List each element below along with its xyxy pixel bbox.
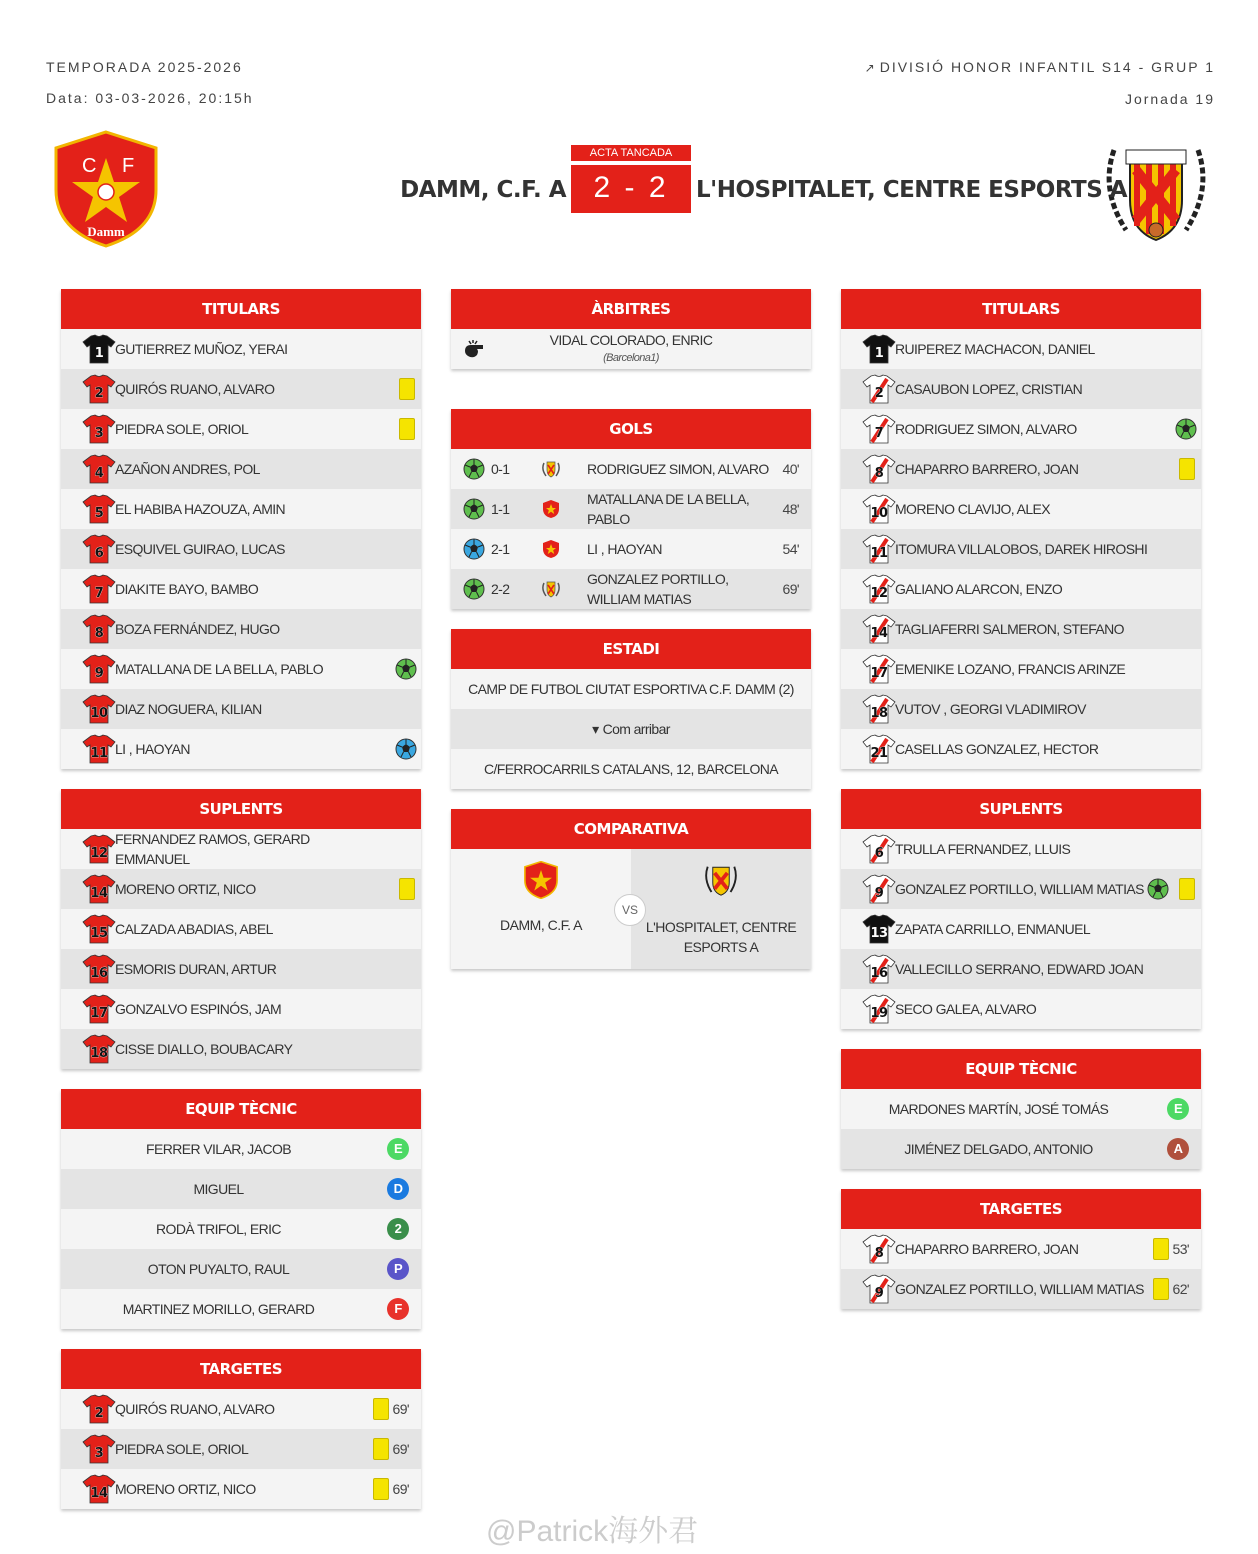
player-name: VUTOV , GEORGI VLADIMIROV (895, 701, 1086, 717)
svg-text:10: 10 (90, 706, 108, 721)
jersey-icon (858, 834, 900, 864)
player-name: ITOMURA VILLALOBOS, DAREK HIROSHI (895, 541, 1148, 557)
player-name: AZAÑON ANDRES, POL (115, 461, 260, 477)
player-row[interactable] (841, 329, 1201, 369)
referee-region: (Barcelona1) (603, 352, 659, 364)
goal-ball-icon (1147, 878, 1169, 900)
svg-text:7: 7 (874, 426, 884, 441)
jersey-icon (78, 694, 120, 724)
compare-away-name: L'HOSPITALET, CENTRE ESPORTS A (645, 919, 797, 955)
svg-text:2: 2 (94, 386, 104, 401)
away-crest-icon (541, 459, 561, 479)
goal-row[interactable] (451, 449, 811, 489)
jersey-icon (858, 694, 900, 724)
player-row[interactable] (61, 329, 421, 369)
whistle-icon (463, 339, 485, 359)
player-row[interactable] (61, 489, 421, 529)
away-staff-title: EQUIP TÈCNIC (841, 1049, 1201, 1089)
svg-text:17: 17 (870, 666, 888, 681)
away-subs-card (841, 789, 1201, 1029)
staff-name: MARDONES MARTÍN, JOSÉ TOMÁS (888, 1101, 1109, 1117)
match-info-right (865, 52, 1215, 115)
player-row[interactable] (841, 729, 1201, 769)
svg-text:2: 2 (874, 386, 884, 401)
goal-scorer: LI , HAOYAN (587, 541, 662, 557)
svg-text:8: 8 (874, 466, 884, 481)
svg-text:3: 3 (94, 426, 104, 441)
staff-row[interactable] (841, 1089, 1201, 1129)
home-crest-icon (541, 539, 561, 559)
player-row[interactable] (61, 1029, 421, 1069)
player-row[interactable] (841, 869, 1201, 909)
player-row[interactable] (841, 829, 1201, 869)
card-row[interactable] (841, 1269, 1201, 1309)
svg-text:7: 7 (94, 586, 104, 601)
player-name: PIEDRA SOLE, ORIOL (115, 421, 249, 437)
staff-name: FERRER VILAR, JACOB (146, 1141, 291, 1157)
player-row[interactable] (61, 609, 421, 649)
away-subs-title: SUPLENTS (841, 789, 1201, 829)
svg-text:15: 15 (90, 926, 108, 941)
player-name: CHAPARRO BARRERO, JOAN (895, 1241, 1079, 1257)
away-cards-title: TARGETES (841, 1189, 1201, 1229)
player-name: GONZALEZ PORTILLO, WILLIAM MATIAS (895, 881, 1144, 897)
competition-link[interactable] (865, 52, 1215, 84)
staff-row[interactable] (61, 1129, 421, 1169)
player-row[interactable] (841, 449, 1201, 489)
svg-text:4: 4 (94, 466, 104, 481)
jersey-icon (858, 414, 900, 444)
player-row[interactable] (841, 489, 1201, 529)
jersey-icon (858, 374, 900, 404)
stadium-address: C/FERROCARRILS CATALANS, 12, BARCELONA (451, 749, 811, 789)
home-team-crest[interactable] (52, 130, 160, 248)
svg-text:9: 9 (874, 886, 884, 901)
jersey-icon (858, 734, 900, 764)
player-name: CALZADA ABADIAS, ABEL (115, 921, 273, 937)
svg-text:12: 12 (870, 586, 888, 601)
goals-title: GOLS (451, 409, 811, 449)
jersey-icon (78, 1474, 120, 1504)
svg-text:11: 11 (90, 746, 108, 761)
staff-role-badge: 2 (387, 1218, 409, 1240)
player-row[interactable] (61, 829, 421, 869)
player-name: ESQUIVEL GUIRAO, LUCAS (115, 541, 285, 557)
svg-text:2: 2 (94, 1406, 104, 1421)
goal-minute: 48' (782, 501, 799, 517)
player-name: TRULLA FERNANDEZ, LLUIS (895, 841, 1071, 857)
stadium-title: ESTADI (451, 629, 811, 669)
card-minute: 69' (392, 1441, 409, 1457)
svg-text:F: F (122, 155, 135, 177)
player-row[interactable] (841, 949, 1201, 989)
svg-text:14: 14 (90, 886, 108, 901)
round-label: Jornada 19 (1124, 91, 1215, 107)
staff-name: RODÀ TRIFOL, ERIC (156, 1221, 281, 1237)
yellow-card-icon (373, 1478, 389, 1500)
player-name: QUIRÓS RUANO, ALVARO (115, 381, 275, 397)
goal-ball-icon (395, 658, 417, 680)
card-row[interactable] (61, 1389, 421, 1429)
player-row[interactable] (61, 949, 421, 989)
referees-card (451, 289, 811, 369)
staff-role-badge: D (387, 1178, 409, 1200)
compare-home[interactable] (451, 849, 631, 969)
away-starters-title: TITULARS (841, 289, 1201, 329)
svg-text:3: 3 (94, 1446, 104, 1461)
yellow-card-icon (1179, 458, 1195, 480)
home-cards-title: TARGETES (61, 1349, 421, 1389)
staff-row[interactable] (61, 1249, 421, 1289)
staff-role-badge: E (387, 1138, 409, 1160)
home-team-name[interactable]: DAMM, C.F. A (400, 177, 566, 203)
compare-home-crest (523, 861, 559, 899)
jersey-icon (78, 654, 120, 684)
jersey-icon (78, 1034, 120, 1064)
vs-badge: VS (614, 894, 646, 926)
away-crest-icon (541, 579, 561, 599)
goal-score: 2-2 (491, 581, 510, 597)
player-name: MORENO ORTIZ, NICO (115, 881, 256, 897)
player-name: TAGLIAFERRI SALMERON, STEFANO (895, 621, 1124, 637)
goal-row[interactable] (451, 569, 811, 609)
goal-minute: 40' (782, 461, 799, 477)
svg-text:8: 8 (874, 1246, 884, 1261)
goal-row[interactable] (451, 529, 811, 569)
player-row[interactable] (61, 729, 421, 769)
home-logo-text: Damm (87, 224, 125, 239)
player-name: RUIPEREZ MACHACON, DANIEL (895, 341, 1095, 357)
svg-text:1: 1 (94, 346, 104, 361)
jersey-icon (78, 494, 120, 524)
staff-role-badge: F (387, 1298, 409, 1320)
player-row[interactable] (841, 989, 1201, 1029)
goal-ball-icon (395, 738, 417, 760)
yellow-card-icon (399, 418, 415, 440)
svg-text:5: 5 (94, 506, 104, 521)
referee-name: VIDAL COLORADO, ENRIC (549, 332, 713, 348)
stadium-name: CAMP DE FUTBOL CIUTAT ESPORTIVA C.F. DAMM (2) (451, 669, 811, 709)
svg-text:6: 6 (874, 846, 884, 861)
yellow-card-icon (1153, 1238, 1169, 1260)
jersey-icon (858, 494, 900, 524)
player-row[interactable] (61, 409, 421, 449)
player-name: FERNANDEZ RAMOS, GERARD EMMANUEL (115, 831, 310, 867)
home-subs-title: SUPLENTS (61, 789, 421, 829)
home-starters-card (61, 289, 421, 769)
staff-name: MIGUEL (193, 1181, 244, 1197)
card-row[interactable] (61, 1429, 421, 1469)
svg-text:6: 6 (94, 546, 104, 561)
match-date: Data: 03-03-2026, 20:15h (46, 90, 254, 106)
player-row[interactable] (61, 449, 421, 489)
player-name: RODRIGUEZ SIMON, ALVARO (895, 421, 1077, 437)
compare-title: COMPARATIVA (451, 809, 811, 849)
svg-text:19: 19 (870, 1006, 888, 1021)
directions-link[interactable] (451, 709, 811, 749)
svg-text:21: 21 (870, 746, 888, 761)
staff-row[interactable] (61, 1169, 421, 1209)
player-row[interactable] (61, 909, 421, 949)
yellow-card-icon (399, 378, 415, 400)
jersey-icon (78, 534, 120, 564)
staff-role-badge: A (1167, 1138, 1189, 1160)
staff-row[interactable] (841, 1129, 1201, 1169)
yellow-card-icon (399, 878, 415, 900)
goal-scorer: GONZALEZ PORTILLO, WILLIAM MATIAS (587, 571, 729, 607)
svg-text:11: 11 (870, 546, 888, 561)
competition-label: DIVISIÓ HONOR INFANTIL S14 - GRUP 1 (879, 59, 1215, 75)
goal-scorer: RODRIGUEZ SIMON, ALVARO (587, 461, 769, 477)
jersey-icon (858, 1234, 900, 1264)
map-pin-icon: ▾ (592, 720, 599, 737)
svg-text:18: 18 (870, 706, 888, 721)
jersey-icon (78, 454, 120, 484)
jersey-icon (858, 654, 900, 684)
yellow-card-icon (1153, 1278, 1169, 1300)
svg-text:18: 18 (90, 1046, 108, 1061)
svg-text:13: 13 (870, 926, 888, 941)
svg-text:14: 14 (870, 626, 888, 641)
player-name: GUTIERREZ MUÑOZ, YERAI (115, 341, 288, 357)
yellow-card-icon (373, 1438, 389, 1460)
player-row[interactable] (61, 869, 421, 909)
yellow-card-icon (373, 1398, 389, 1420)
staff-row[interactable] (61, 1209, 421, 1249)
goal-minute: 69' (782, 581, 799, 597)
staff-name: JIMÉNEZ DELGADO, ANTONIO (904, 1141, 1093, 1157)
match-info-left (46, 52, 254, 114)
referees-title: ÀRBITRES (451, 289, 811, 329)
player-name: EL HABIBA HAZOUZA, AMIN (115, 501, 286, 517)
stadium-card (451, 629, 811, 789)
jersey-icon (78, 954, 120, 984)
jersey-icon (78, 874, 120, 904)
jersey-icon (78, 1394, 120, 1424)
yellow-card-icon (1179, 878, 1195, 900)
away-starters-card (841, 289, 1201, 769)
goal-ball-icon (463, 458, 485, 480)
jersey-icon (858, 454, 900, 484)
player-name: BOZA FERNÁNDEZ, HUGO (115, 621, 280, 637)
jersey-icon (858, 1274, 900, 1304)
compare-home-name: DAMM, C.F. A (500, 917, 582, 933)
player-name: GONZALVO ESPINÓS, JAM (115, 1001, 282, 1017)
jersey-icon (858, 334, 900, 364)
svg-text:C: C (82, 155, 97, 177)
goal-score: 1-1 (491, 501, 510, 517)
player-name: MATALLANA DE LA BELLA, PABLO (115, 661, 324, 677)
player-name: VALLECILLO SERRANO, EDWARD JOAN (895, 961, 1144, 977)
match-score: 2 - 2 (571, 165, 691, 213)
goal-ball-icon (463, 578, 485, 600)
home-staff-title: EQUIP TÈCNIC (61, 1089, 421, 1129)
watermark: @Patrick海外君 (486, 1515, 699, 1548)
card-minute: 62' (1172, 1281, 1189, 1297)
external-link-icon: ↗ (864, 61, 875, 75)
compare-card (451, 809, 811, 969)
player-name: CASELLAS GONZALEZ, HECTOR (895, 741, 1099, 757)
directions-label: Com arribar (602, 721, 670, 737)
svg-text:9: 9 (94, 666, 104, 681)
home-staff-card (61, 1089, 421, 1329)
player-row[interactable] (61, 989, 421, 1029)
compare-away[interactable] (631, 849, 811, 969)
jersey-icon (78, 614, 120, 644)
away-cards-card (841, 1189, 1201, 1309)
jersey-icon (78, 1434, 120, 1464)
player-row[interactable] (841, 649, 1201, 689)
player-name: GALIANO ALARCON, ENZO (895, 581, 1063, 597)
goal-minute: 54' (782, 541, 799, 557)
jersey-icon (78, 574, 120, 604)
svg-text:10: 10 (870, 506, 888, 521)
player-name: PIEDRA SOLE, ORIOL (115, 1441, 249, 1457)
svg-text:9: 9 (874, 1286, 884, 1301)
staff-name: OTON PUYALTO, RAUL (147, 1261, 290, 1277)
away-team-name[interactable]: L'HOSPITALET, CENTRE ESPORTS A (696, 177, 1128, 203)
card-minute: 69' (392, 1401, 409, 1417)
referee-row (451, 329, 811, 369)
jersey-icon (858, 574, 900, 604)
season-label: TEMPORADA 2025-2026 (46, 59, 243, 75)
svg-text:14: 14 (90, 1486, 108, 1501)
player-row[interactable] (841, 689, 1201, 729)
goal-score: 0-1 (491, 461, 510, 477)
player-row[interactable] (841, 369, 1201, 409)
jersey-icon (858, 994, 900, 1024)
player-row[interactable] (841, 609, 1201, 649)
jersey-icon (78, 994, 120, 1024)
player-row[interactable] (841, 529, 1201, 569)
card-row[interactable] (841, 1229, 1201, 1269)
card-minute: 69' (392, 1481, 409, 1497)
jersey-icon (78, 914, 120, 944)
player-row[interactable] (61, 529, 421, 569)
player-name: LI , HAOYAN (115, 741, 190, 757)
staff-name: MARTINEZ MORILLO, GERARD (122, 1301, 315, 1317)
jersey-icon (858, 914, 900, 944)
staff-role-badge: E (1167, 1098, 1189, 1120)
player-row[interactable] (61, 689, 421, 729)
player-name: SECO GALEA, ALVARO (895, 1001, 1037, 1017)
jersey-icon (858, 874, 900, 904)
player-name: ESMORIS DURAN, ARTUR (115, 961, 277, 977)
player-name: CHAPARRO BARRERO, JOAN (895, 461, 1079, 477)
goal-ball-icon (1175, 418, 1197, 440)
match-status-badge: ACTA TANCADA (571, 145, 691, 161)
staff-row[interactable] (61, 1289, 421, 1329)
player-name: MORENO CLAVIJO, ALEX (895, 501, 1051, 517)
player-name: QUIRÓS RUANO, ALVARO (115, 1401, 275, 1417)
goal-ball-icon (463, 498, 485, 520)
jersey-icon (78, 374, 120, 404)
player-row[interactable] (61, 649, 421, 689)
player-name: CISSE DIALLO, BOUBACARY (115, 1041, 293, 1057)
home-subs-card (61, 789, 421, 1069)
svg-text:12: 12 (90, 846, 108, 861)
player-name: ZAPATA CARRILLO, ENMANUEL (895, 921, 1091, 937)
staff-role-badge: P (387, 1258, 409, 1280)
svg-text:16: 16 (870, 966, 888, 981)
player-row[interactable] (841, 909, 1201, 949)
player-row[interactable] (61, 569, 421, 609)
svg-text:8: 8 (94, 626, 104, 641)
card-row[interactable] (61, 1469, 421, 1509)
svg-text:17: 17 (90, 1006, 108, 1021)
jersey-icon (78, 334, 120, 364)
player-row[interactable] (841, 569, 1201, 609)
svg-text:16: 16 (90, 966, 108, 981)
jersey-icon (858, 954, 900, 984)
player-name: DIAZ NOGUERA, KILIAN (115, 701, 262, 717)
goal-ball-icon (463, 538, 485, 560)
jersey-icon (858, 614, 900, 644)
jersey-icon (78, 414, 120, 444)
home-crest-icon (541, 499, 561, 519)
away-staff-card (841, 1049, 1201, 1169)
player-row[interactable] (61, 369, 421, 409)
jersey-icon (78, 734, 120, 764)
goals-card (451, 409, 811, 609)
player-name: CASAUBON LOPEZ, CRISTIAN (895, 381, 1083, 397)
goal-row[interactable] (451, 489, 811, 529)
home-cards-card (61, 1349, 421, 1509)
compare-away-crest (702, 859, 740, 899)
player-row[interactable] (841, 409, 1201, 449)
goal-score: 2-1 (491, 541, 510, 557)
card-minute: 53' (1172, 1241, 1189, 1257)
player-name: MORENO ORTIZ, NICO (115, 1481, 256, 1497)
player-name: DIAKITE BAYO, BAMBO (115, 581, 259, 597)
home-starters-title: TITULARS (61, 289, 421, 329)
goal-scorer: MATALLANA DE LA BELLA, PABLO (587, 491, 750, 527)
svg-text:1: 1 (874, 346, 884, 361)
player-name: GONZALEZ PORTILLO, WILLIAM MATIAS (895, 1281, 1144, 1297)
jersey-icon (858, 534, 900, 564)
jersey-icon (78, 834, 120, 864)
player-name: EMENIKE LOZANO, FRANCIS ARINZE (895, 661, 1126, 677)
